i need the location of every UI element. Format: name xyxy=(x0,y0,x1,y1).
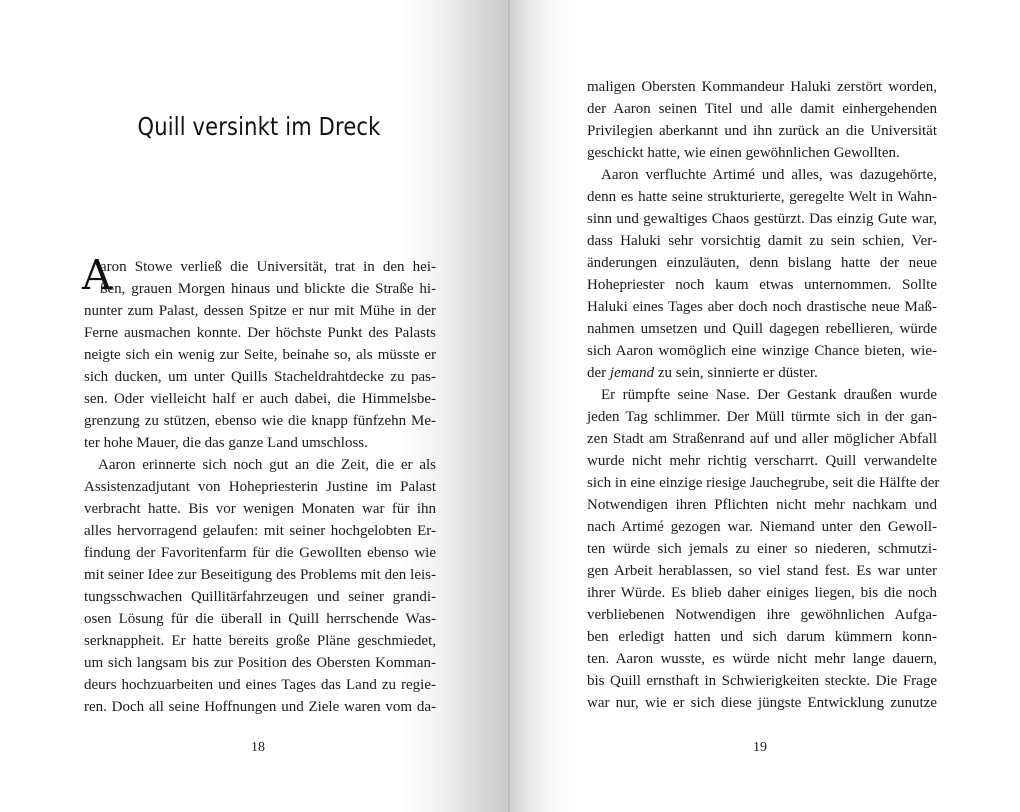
text-line: geschickt hatte, wie einen gewöhnlichen Gewollten. xyxy=(587,145,900,161)
text-line: neigte sich ein wenig zur Seite, beinahe so, als müsste er xyxy=(84,347,436,363)
text-line: alles hervorragend gelaufen: mit seiner hochgelobten Er- xyxy=(84,523,436,539)
text-line: ten würde sich jemals zu einer so niederen, schmutzi- xyxy=(587,541,937,557)
text-line: nunter zum Palast, dessen Spitze er nur mit Mühe in der xyxy=(84,303,436,319)
text-line: maligen Obersten Kommandeur Haluki zerstört worden, xyxy=(587,79,937,95)
text-line: Aaron verfluchte Artimé und alles, was dazugehörte, xyxy=(601,167,937,183)
right-page-text xyxy=(587,76,940,714)
text-line: findung der Favoritenfarm für die Gewollten ebenso wie xyxy=(84,545,436,561)
text-line-italic xyxy=(587,362,937,384)
text-line: ben erledigt hatten und sich darum kümmern konn- xyxy=(587,629,937,645)
italic-word: jemand xyxy=(609,365,655,381)
text-line: serknappheit. Er hatte bereits große Pläne geschmiedet, xyxy=(84,633,436,649)
text-line: nahmen umsetzen und Quill dagegen rebellieren, würde xyxy=(587,321,937,337)
text-line: wurde nicht mehr richtig verscharrt. Quill verwandelte xyxy=(587,453,937,469)
page-number: 18 xyxy=(251,740,265,755)
text-line: der Aaron seinen Titel und alle damit einhergehenden xyxy=(587,101,937,117)
text-line: deurs hochzuarbeiten und eines Tages das Land zu regie- xyxy=(84,677,436,693)
text-line: aron Stowe verließ die Universität, trat in den hei- xyxy=(100,259,436,275)
text-line: sich Aaron womöglich eine winzige Chance bieten, wie- xyxy=(587,343,937,359)
text-line: ßen, grauen Morgen hinaus und blickte die Straße hi- xyxy=(100,281,436,297)
text-line: ihrer Würde. Es blieb daher einiges liegen, bis die noch xyxy=(587,585,937,601)
text-line: osen Lösung für die überall in Quill herrschende Was- xyxy=(84,611,436,627)
text-line: Hohepriester noch kaum etwas unternommen. Sollte xyxy=(587,277,937,293)
text-line: verbliebenen Notwendigen ihre gewöhnlichen Aufga- xyxy=(587,607,937,623)
text-line: änderungen einzuläuten, denn bislang hatte der neue xyxy=(587,255,937,271)
text-line: Assistenzadjutant von Hohepriesterin Justine im Palast xyxy=(84,479,436,495)
page-number: 19 xyxy=(753,740,767,755)
text-line: dass Haluki sehr vorsichtig damit zu sein schien, Ver- xyxy=(587,233,937,249)
text-line: Notwendigen ihren Pflichten nicht mehr nachkam und xyxy=(587,497,937,513)
text-line: Haluki eines Tages aber doch noch drastische neue Maß- xyxy=(587,299,937,315)
chapter-title: Quill versinkt im Dreck xyxy=(137,112,381,141)
text-line: sich ducken, um unter Quills Stacheldrahtdecke zu pas- xyxy=(84,369,436,385)
text-line: bis Quill ernsthaft in Schwierigkeiten steckte. Die Frage xyxy=(587,673,937,689)
text-line: sen. Oder vielleicht half er auch dabei, die Himmelsbe- xyxy=(84,391,436,407)
text-line: Er rümpfte seine Nase. Der Gestank draußen wurde xyxy=(601,387,937,403)
text-line: Ferne ausmachen konnte. Der höchste Punkt des Palasts xyxy=(84,325,436,341)
text-line: ter hohe Mauer, die das ganze Land umschloss. xyxy=(84,435,368,451)
text-line: denn es hatte seine strukturierte, geregelte Welt in Wahn- xyxy=(587,189,937,205)
text-line: verbracht hatte. Bis vor wenigen Monaten war für ihn xyxy=(84,501,436,517)
drop-cap: A xyxy=(82,251,112,299)
text-line: um sich langsam bis zur Position des Obersten Komman- xyxy=(84,655,436,671)
text-line: war nur, wie er sich diese jüngste Entwicklung zunutze xyxy=(587,695,937,711)
text-fragment: zu sein, sinnierte er düster. xyxy=(654,365,818,381)
text-line: mit seiner Idee zur Beseitigung des Problems mit den leis- xyxy=(84,567,436,583)
text-line: ten. Aaron wusste, es würde nicht mehr lange dauern, xyxy=(587,651,937,667)
left-page-text xyxy=(82,251,436,718)
text-line: jeden Tag schlimmer. Der Müll türmte sich in der gan- xyxy=(587,409,937,425)
text-fragment: der xyxy=(587,365,610,381)
text-line: sich in eine einzige riesige Jauchegrube, seit die Hälfte der xyxy=(587,475,940,491)
text-line: sinn und gewaltiges Chaos gestürzt. Das einzig Gute war, xyxy=(587,211,937,227)
text-line: tungsschwachen Quillitärfahrzeugen und seiner grandi- xyxy=(84,589,436,605)
text-line: grenzung zu stützen, ebenso wie die knapp fünfzehn Me- xyxy=(84,413,436,429)
text-line: zen Stadt am Straßenrand auf und aller möglicher Abfall xyxy=(587,431,937,447)
right-page xyxy=(510,0,1020,812)
text-line: Aaron erinnerte sich noch gut an die Zeit, die er als xyxy=(98,457,436,473)
text-line: gen Arbeit herablassen, so viel stand fest. Es war unter xyxy=(587,563,937,579)
text-line: ren. Doch all seine Hoffnungen und Ziele waren vom da- xyxy=(84,699,436,715)
text-line: Privilegien aberkannt und ihn zurück an die Universität xyxy=(587,123,937,139)
text-line: nach Artimé gezogen war. Niemand unter den Gewoll- xyxy=(587,519,937,535)
